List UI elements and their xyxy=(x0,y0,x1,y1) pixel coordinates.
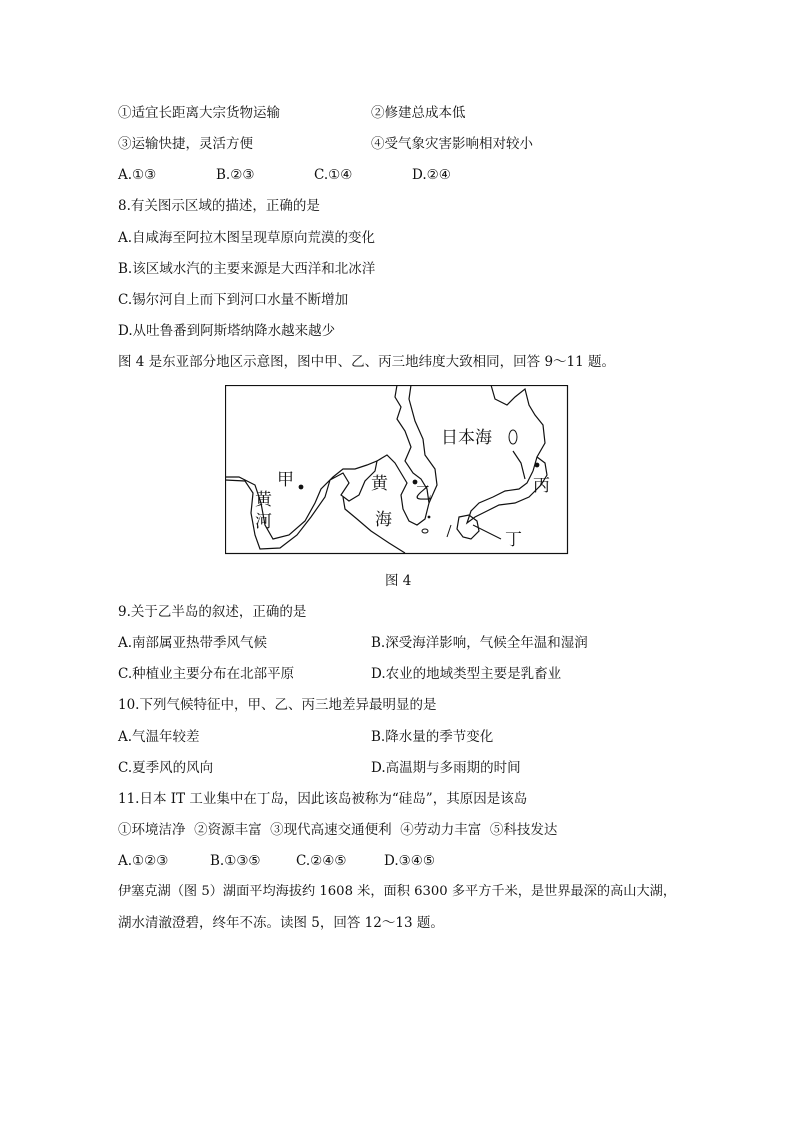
q9-option-c: C.种植业主要分布在北部平原 xyxy=(118,666,295,682)
east-asia-map xyxy=(225,385,569,555)
q9-option-a: A.南部属亚热带季风气候 xyxy=(118,635,268,651)
issyk-intro-line-1: 伊塞克湖（图 5）湖面平均海拔约 1608 米，面积 6300 多平方千米，是世界最深的高山大湖， xyxy=(118,884,677,899)
q7-option-c: C.①④ xyxy=(314,167,353,183)
q11-option-b: B.①③⑤ xyxy=(210,853,261,869)
q7-option-d: D.②④ xyxy=(412,167,451,183)
q7-option-a: A.①③ xyxy=(118,167,157,183)
figure4-intro: 图 4 是东亚部分地区示意图，图中甲、乙、丙三地纬度大致相同，回答 9～11 题。 xyxy=(118,354,616,370)
q7-statement-1: ①适宜长距离大宗货物运输 xyxy=(118,105,280,121)
issyk-intro-line-2: 湖水清澈澄碧，终年不冻。读图 5，回答 12～13 题。 xyxy=(118,915,444,931)
q8-option-b: B.该区域水汽的主要来源是大西洋和北冰洋 xyxy=(118,261,376,277)
q7-statement-4: ④受气象灾害影响相对较小 xyxy=(371,136,533,152)
q8-option-d: D.从吐鲁番到阿斯塔纳降水越来越少 xyxy=(118,323,336,339)
q11-stem: 11.日本 IT 工业集中在丁岛，因此该岛被称为“硅岛”，其原因是该岛 xyxy=(118,791,528,807)
q7-statement-2: ②修建总成本低 xyxy=(371,105,466,121)
bing-point xyxy=(535,463,540,468)
sea-of-japan-label: 日本海 xyxy=(441,428,492,448)
jia-label: 甲 xyxy=(277,470,294,490)
ding-label: 丁 xyxy=(505,530,522,550)
yellow-river-label-2: 河 xyxy=(255,512,272,532)
q11-items: ①环境洁净 ②资源丰富 ③现代高速交通便利 ④劳动力丰富 ⑤科技发达 xyxy=(118,822,558,838)
yellow-river-label-1: 黄 xyxy=(255,490,272,510)
small-dot xyxy=(428,516,431,519)
q10-stem: 10.下列气候特征中，甲、乙、丙三地差异最明显的是 xyxy=(118,697,437,713)
q9-option-d: D.农业的地域类型主要是乳畜业 xyxy=(371,666,562,682)
q8-option-c: C.锡尔河自上而下到河口水量不断增加 xyxy=(118,292,349,308)
q10-option-b: B.降水量的季节变化 xyxy=(371,729,494,745)
figure4-caption: 图 4 xyxy=(385,573,412,589)
q11-option-d: D.③④⑤ xyxy=(384,853,435,869)
q11-option-c: C.②④⑤ xyxy=(296,853,347,869)
q10-option-a: A.气温年较差 xyxy=(118,729,200,745)
q9-stem: 9.关于乙半岛的叙述，正确的是 xyxy=(118,604,307,620)
yellow-sea-label-1: 黄 xyxy=(371,474,388,494)
q10-option-c: C.夏季风的风向 xyxy=(118,760,214,776)
q10-option-d: D.高温期与多雨期的时间 xyxy=(371,760,521,776)
bing-label: 丙 xyxy=(533,476,550,496)
q7-option-b: B.②③ xyxy=(216,167,255,183)
yi-label: 乙 xyxy=(415,484,432,504)
jia-point xyxy=(299,485,304,490)
yellow-sea-label-2: 海 xyxy=(375,510,392,530)
q8-stem: 8.有关图示区域的描述，正确的是 xyxy=(118,198,320,214)
q11-option-a: A.①②③ xyxy=(118,853,169,869)
q7-statement-3: ③运输快捷，灵活方便 xyxy=(118,136,253,152)
q9-option-b: B.深受海洋影响，气候全年温和湿润 xyxy=(371,635,588,651)
q8-option-a: A.自咸海至阿拉木图呈现草原向荒漠的变化 xyxy=(118,230,376,246)
